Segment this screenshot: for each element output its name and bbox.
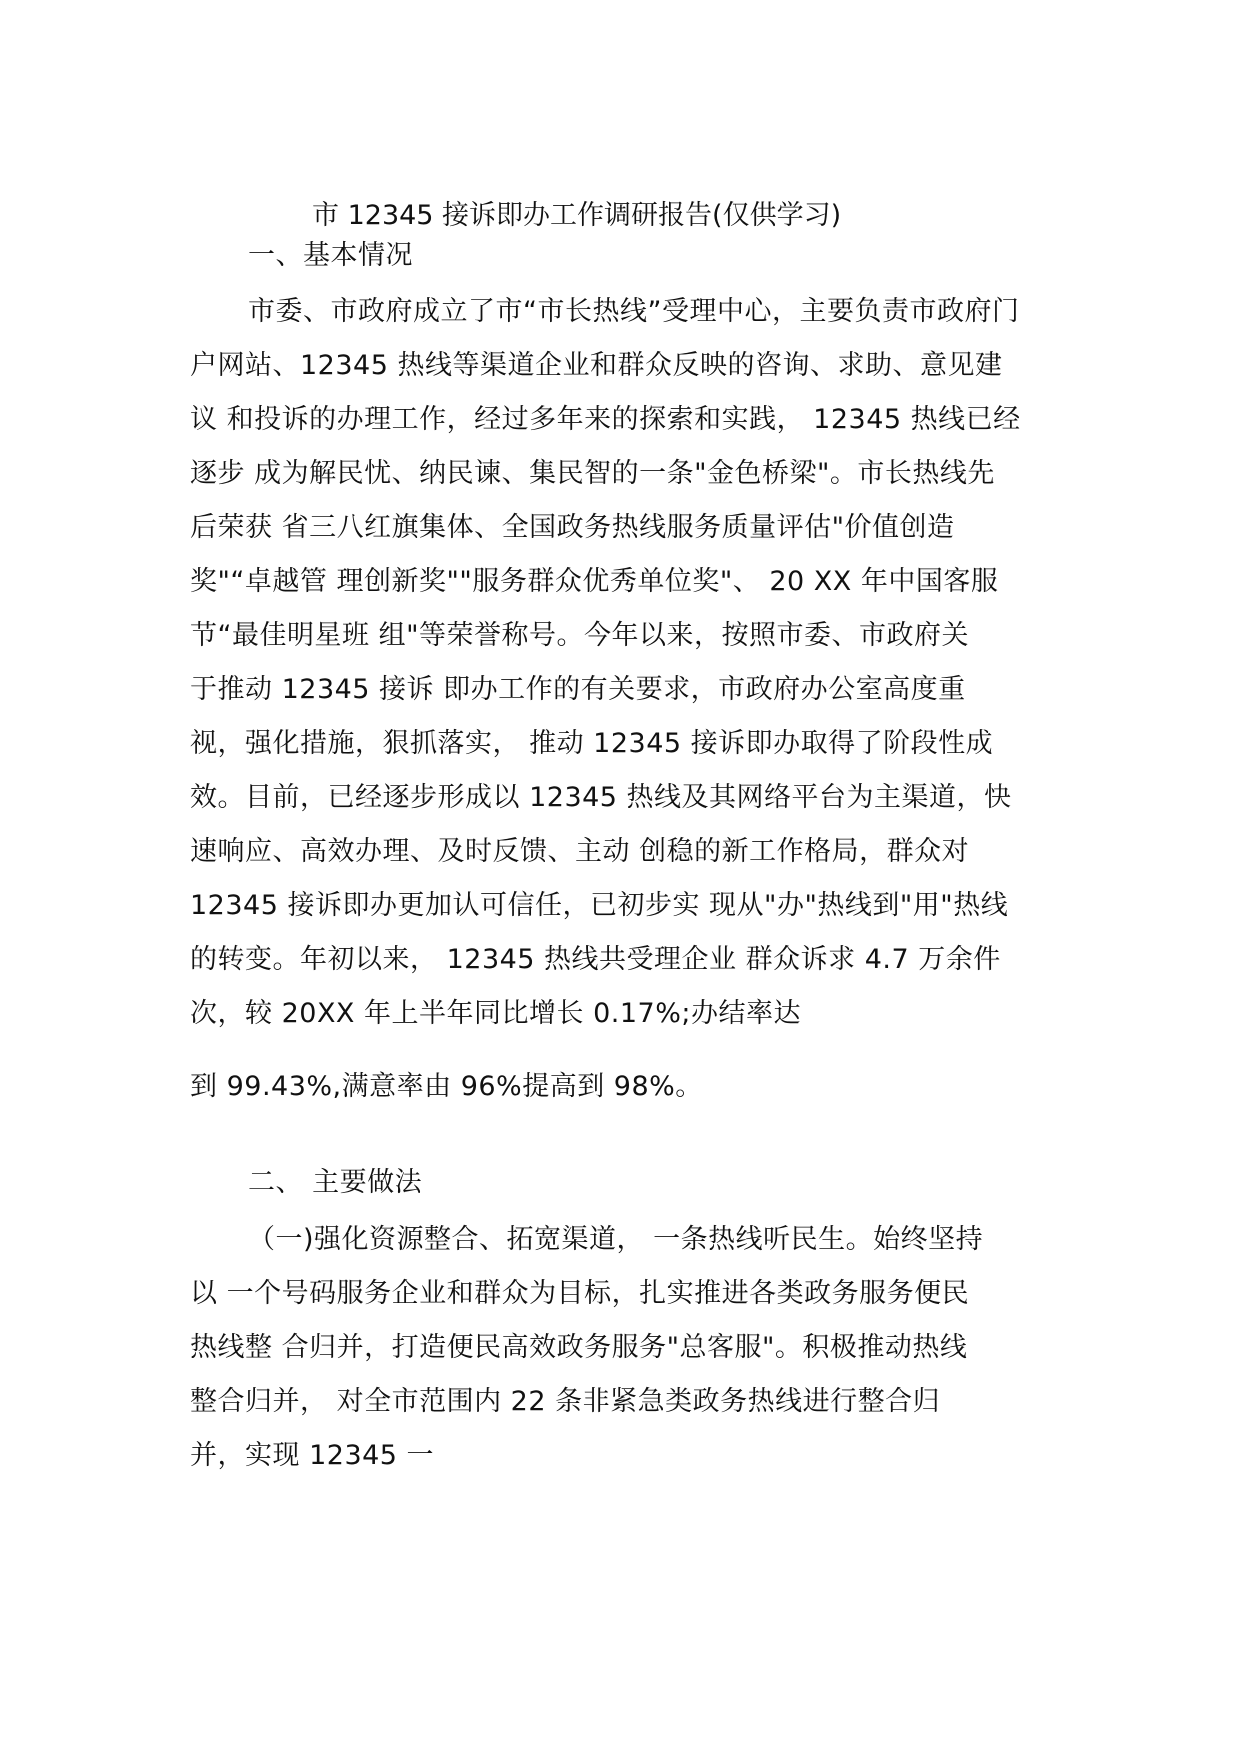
paragraph-line: 整合归并， 对全市范围内 22 条非紧急类政务热线进行整合归 — [190, 1386, 941, 1417]
paragraph-line: 以 一个号码服务企业和群众为目标，扎实推进各类政务服务便民 — [190, 1278, 970, 1309]
paragraph-line: 速响应、高效办理、及时反馈、主动 创稳的新工作格局，群众对 — [190, 836, 970, 867]
paragraph-line: 的转变。年初以来， 12345 热线共受理企业 群众诉求 4.7 万余件 — [190, 944, 1001, 975]
paragraph-line: 12345 接诉即办更加认可信任，已初步实 现从"办"热线到"用"热线 — [190, 890, 1009, 921]
paragraph-line: 热线整 合归并，打造便民高效政务服务"总客服"。积极推动热线 — [190, 1332, 968, 1363]
paragraph-line: 于推动 12345 接诉 即办工作的有关要求，市政府办公室高度重 — [190, 674, 966, 705]
paragraph-line: （一)强化资源整合、拓宽渠道， 一条热线听民生。始终坚持 — [248, 1224, 984, 1255]
paragraph-line: 市委、市政府成立了市“市长热线”受理中心，主要负责市政府门 — [248, 296, 1020, 327]
document-title: 市 12345 接诉即办工作调研报告(仅供学习) — [312, 200, 842, 231]
paragraph-line: 次，较 20XX 年上半年同比增长 0.17%;办结率达 — [190, 998, 801, 1029]
paragraph-line: 奖"“卓越管 理创新奖""服务群众优秀单位奖"、 20 XX 年中国客服 — [190, 566, 999, 597]
paragraph-last-line: 到 99.43%,满意率由 96%提高到 98%。 — [190, 1071, 703, 1102]
paragraph-line: 效。目前，已经逐步形成以 12345 热线及其网络平台为主渠道，快 — [190, 782, 1012, 813]
paragraph-line: 后荣获 省三八红旗集体、全国政务热线服务质量评估"价值创造 — [190, 512, 955, 543]
paragraph-line: 节“最佳明星班 组"等荣誉称号。今年以来，按照市委、市政府关 — [190, 620, 969, 651]
paragraph-line: 并，实现 12345 一 — [190, 1440, 435, 1471]
paragraph-line: 户网站、12345 热线等渠道企业和群众反映的咨询、求助、意见建 — [190, 350, 1003, 381]
section-heading-main-practices: 二、 主要做法 — [248, 1167, 423, 1198]
paragraph-line: 逐步 成为解民忧、纳民谏、集民智的一条"金色桥梁"。市长热线先 — [190, 458, 995, 489]
paragraph-line: 议 和投诉的办理工作，经过多年来的探索和实践， 12345 热线已经 — [190, 404, 1021, 435]
paragraph-line: 视，强化措施，狠抓落实， 推动 12345 接诉即办取得了阶段性成 — [190, 728, 994, 759]
section-heading-basic-situation: 一、基本情况 — [248, 240, 413, 271]
